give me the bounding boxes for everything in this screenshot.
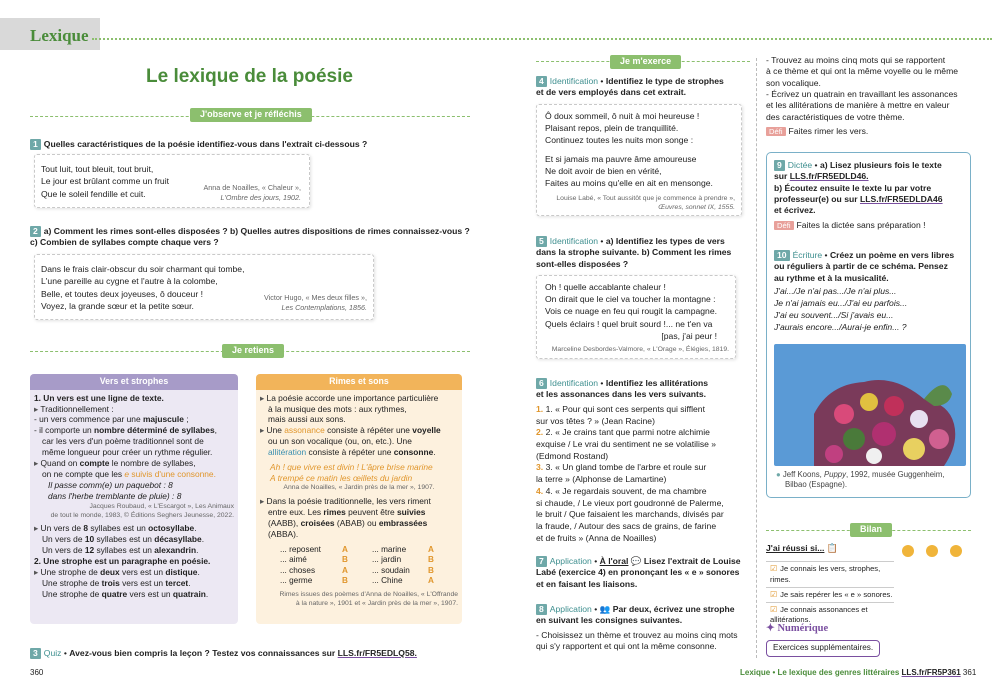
quiz-line: 3 Quiz • Avez-vous bien compris la leçon ? Testez vos connaissances sur LLS.fr/FR5EDLQ58. <box>30 648 470 659</box>
column-divider <box>756 58 757 658</box>
photo-caption: ● Jeff Koons, Puppy, 1992, musée Guggenheim, Bilbao (Espagne). <box>776 470 945 490</box>
vers-strophes-body: 1. Un vers est une ligne de texte. ▸ Traditionnellement : - un vers commence par une majuscule ; - il comporte un nombre déterminé de syllabes, car les vers d'un poème traditionnel sont de même longueur pour créer un rythme régulier. ▸ Quand on compte le nombre de syllabes, on ne compte que les e suivis d'une consonne. Il passe comm(e) un paquebot : 8 dans l'herbe tremblante de pluie) : 8 Jacques Roubaud, « L'Escargot », Les Animaux de tout le monde, 1983, © Éditions Seghers Jeunesse, 2022. ▸ Un vers de 8 syllabes est un octosyllabe. Un vers de 10 syllabes est un décasyllabe. Un vers de 12 syllabes est un alexandrin. 2. Une strophe est un paragraphe en poésie. ▸ Une strophe de deux vers est un distique. Une strophe de trois vers est un tercet. Une strophe de quatre vers est un quatrain. <box>34 392 234 600</box>
check-item[interactable]: ☑ Je sais repérer les « e » sonores. <box>766 587 894 603</box>
footer-right: Lexique • Le lexique des genres littéraires LLS.fr/FR5P361 361 <box>740 668 977 677</box>
page-number-left: 360 <box>30 668 44 677</box>
bilan-table <box>766 543 971 627</box>
poem-2-box <box>34 254 374 320</box>
smiley-happy-icon <box>902 545 914 557</box>
rimes-sons-box <box>256 374 462 624</box>
question-8: 8 Application • 👥 Par deux, écrivez une strophe en suivant les consignes suivantes. - Choisissez un thème et trouvez au moins cinq mots qui s'y rapportent et qui ont la même consonne. <box>536 604 738 652</box>
poem-2-source: Victor Hugo, « Mes deux filles », Les Contemplations, 1856. <box>264 293 367 312</box>
poem-2: Dans le frais clair-obscur du soir charmant qui tombe, L'une pareille au cygne et l'autre à la colombe, Belle, et toutes deux joyeuses, ô douceur ! Voyez, la grande sœur et la petite sœur. <box>41 264 245 312</box>
question-9: 9 Dictée • a) Lisez plusieurs fois le texte sur LLS.fr/FR5EDLD46. b) Écoutez ensuite le texte lu par votre professeur(e) ou sur LLS.fr/FR5EDLDA46 et écrivez. Défi Faites la dictée sans préparation ! <box>774 160 943 230</box>
page-title: Le lexique de la poésie <box>146 66 353 87</box>
quiz-link[interactable]: LLS.fr/FR5EDLQ58. <box>337 648 417 658</box>
poem-1-box <box>34 154 310 208</box>
poem-1-source: Anna de Noailles, « Chaleur », L'Ombre des jours, 1902. <box>203 183 301 202</box>
dictee-audio-link[interactable]: LLS.fr/FR5EDLDA46 <box>859 194 943 205</box>
retiens-ribbon: Je retiens <box>222 344 284 358</box>
poem-4-box <box>536 104 742 216</box>
question-5: 5 Identification • a) Identifiez les types de vers dans la strophe suivante. b) Comment les rimes sont-elles disposées ? <box>536 236 732 269</box>
exercises-button[interactable]: Exercices supplémentaires. <box>766 640 880 657</box>
sparkle-icon: ✦ <box>766 623 775 634</box>
section-label: Lexique <box>30 26 89 45</box>
observe-ribbon: J'observe et je réfléchis <box>190 108 312 122</box>
rimes-sons-body: ▸ La poésie accorde une importance particulière à la musique des mots : aux rythmes, mais aussi aux sons. ▸ Une assonance consiste à répéter une voyelle ou un son vocalique (ou, on, etc.). Une allitération consiste à répéter une consonne. Ah ! que vivre est divin ! L'âpre brise marine A trempé ce matin les œillets du jardin Anna de Noailles, « Jardin près de la mer », 1907. ▸ Dans la poésie traditionnelle, les vers riment entre eux. Les rimes peuvent être suivies (AABB), croisées (ABAB) ou embrassées (ABBA). ... reposent A ... marine A ... aimé B ... jardin B ... choses A ... soudain B ... germe B ... Chine A Rimes issues des poèmes d'Anna de Noailles, « L'Offrande à la nature », 1901 et « Jardin près de la mer », 1907. <box>260 392 458 607</box>
question-1: 1 Quelles caractéristiques de la poésie identifiez-vous dans l'extrait ci-dessous ? <box>30 139 470 150</box>
poem-1: Tout luit, tout bleuit, tout bruit, Le jour est brûlant comme un fruit Que le soleil fendille et cuit. <box>41 164 170 199</box>
exerce-ribbon: Je m'exerce <box>610 55 681 69</box>
numerique-label: ✦ Numérique <box>766 623 829 634</box>
check-item[interactable]: ☑ Je connais les vers, strophes, rimes. <box>766 561 894 587</box>
question-4: 4 Identification • Identifiez le type de strophes et de vers employés dans cet extrait. <box>536 76 724 98</box>
poem-4-source: Louise Labé, « Tout aussitôt que je commence à prendre », Œuvres, sonnet IX, 1555. <box>556 195 735 211</box>
check-item[interactable]: ☑ Je connais assonances et allitérations. <box>766 602 894 626</box>
reussi-label: J'ai réussi si... <box>766 543 825 553</box>
poem-4: Ô doux sommeil, ô nuit à moi heureuse ! Plaisant repos, plein de tranquillité. Continuez toutes les nuits mon songe : Et si jamais ma pauvre âme amoureuse Ne doit avoir de bien en vérité, Faites au moins qu'elle en ait en mensonge. <box>545 111 713 189</box>
rimes-sons-title: Rimes et sons <box>256 374 462 390</box>
rhyme-table: ... reposent A ... marine A ... aimé B ... jardin B ... choses A ... soudain B ... germe B ... Chine A <box>280 544 434 586</box>
smiley-sad-icon <box>950 545 962 557</box>
poem-5: Oh ! quelle accablante chaleur ! On dirait que le ciel va toucher la montagne : Vois ce nuage en feu qui rougit la campagne. Quels éclairs ! quel bruit sourd !... ne t'en va [pas, j'ai peur ! <box>545 282 717 341</box>
bilan-ribbon: Bilan <box>850 523 892 537</box>
header-dots <box>92 38 992 40</box>
vers-strophes-title: Vers et strophes <box>30 374 238 390</box>
poem-5-source: Marceline Desbordes-Valmore, « L'Orage », Élégies, 1819. <box>551 346 729 353</box>
footer-link[interactable]: LLS.fr/FR5P361 <box>901 668 961 677</box>
checklist-icon: 📋 <box>826 543 839 553</box>
puppy-photo <box>774 344 966 466</box>
exercise-6-lines: 1. 1. « Pour qui sont ces serpents qui sifflent sur vos têtes ? » (Jean Racine) 2. 2. « Je crains tant que parmi notre alchimie exquise / Le vrai du sentiment ne se volatilise » (Edmond Rostand) 3. 3. « Un gland tombe de l'arbre et roule sur la terre » (Alphonse de Lamartine) 4. 4. « Je regardais souvent, de ma chambre si chaude, / Le vieux port goudronné de Palerme, le bruit / Que faisaient les marchands, divisés par la fraude, / Autour des sacs de grains, de farine et de fruits » (Anna de Noailles) <box>536 404 724 543</box>
dictee-link[interactable]: LLS.fr/FR5EDLD46. <box>789 171 869 182</box>
smiley-neutral-icon <box>926 545 938 557</box>
exercise-8-continued: - Trouvez au moins cinq mots qui se rapportent à ce thème et qui ont la même voyelle ou le même son vocalique. - Écrivez un quatrain en travaillant les assonances et les allitérations de manière à mettre en valeur des caractéristiques de votre thème. Défi Faites rimer les vers. <box>766 55 959 137</box>
question-6: 6 Identification • Identifiez les allitérations et les assonances dans les vers suivants. <box>536 378 709 400</box>
question-10: 10 Écriture • Créez un poème en vers libres ou réguliers à partir de ce schéma. Pensez au rythme et à la musicalité. J'ai.../Je n'ai pas.../Je n'ai plus... Je n'ai jamais eu.../J'ai eu parfois... J'ai eu souvent.../Si j'avais eu... J'aurais encore.../Aurai-je enfin... ? <box>774 250 955 332</box>
poem-5-box <box>536 275 736 359</box>
question-7: 7 Application • À l'oral 💬 Lisez l'extrait de Louise Labé (exercice 4) en prononçant les « e » sonores et en faisant les liaisons. <box>536 556 741 589</box>
question-2: 2 a) Comment les rimes sont-elles disposées ? b) Quelles autres dispositions de rimes connaissez-vous ? c) Combien de syllabes compte chaque vers ? <box>30 226 470 248</box>
pair-icon: 👥 <box>599 604 611 614</box>
vers-strophes-box <box>30 374 238 624</box>
speech-icon: 💬 <box>630 556 642 566</box>
